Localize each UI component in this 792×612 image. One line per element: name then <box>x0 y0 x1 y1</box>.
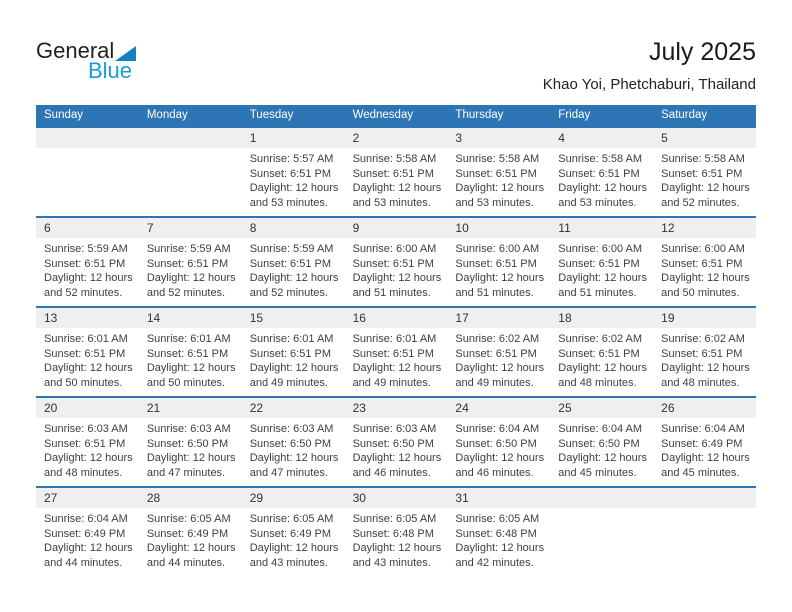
calendar-cell-day-26 <box>653 398 756 486</box>
day-number: 20 <box>36 398 139 418</box>
calendar-cell-day-31 <box>447 488 550 576</box>
calendar-cell-day-20 <box>36 398 139 486</box>
day-detail-line: Daylight: 12 hours <box>146 452 236 464</box>
day-number: 31 <box>447 488 550 508</box>
day-detail-line: and 53 minutes. <box>455 196 534 209</box>
day-number: 13 <box>36 308 139 328</box>
day-detail-line: Sunset: 6:48 PM <box>455 527 537 540</box>
day-number: 1 <box>242 128 345 148</box>
day-detail-line: Daylight: 12 hours <box>249 452 339 464</box>
day-detail-line: Sunrise: 6:02 AM <box>455 333 540 345</box>
day-detail-line: Sunrise: 6:03 AM <box>146 423 231 435</box>
day-number: 11 <box>550 218 653 238</box>
weekday-header-monday: Monday <box>146 109 188 121</box>
day-details <box>653 418 756 480</box>
calendar-cell-day-10 <box>447 218 550 306</box>
day-detail-line: Daylight: 12 hours <box>352 272 442 284</box>
day-detail-line: Sunrise: 6:05 AM <box>249 513 334 525</box>
day-details <box>447 328 550 390</box>
calendar-cell-day-24 <box>447 398 550 486</box>
day-detail-line: Sunset: 6:51 PM <box>661 167 743 180</box>
day-number: 18 <box>550 308 653 328</box>
logo-text-blue: Blue <box>88 58 133 83</box>
calendar-cell-empty <box>550 488 653 576</box>
calendar-cell-day-25 <box>550 398 653 486</box>
day-detail-line: Daylight: 12 hours <box>455 182 545 194</box>
calendar-cell-day-30 <box>345 488 448 576</box>
day-detail-line: Sunrise: 5:58 AM <box>352 153 437 165</box>
day-detail-line: Sunrise: 6:00 AM <box>661 243 745 255</box>
calendar-cell-day-13 <box>36 308 139 396</box>
day-detail-line: and 48 minutes. <box>558 376 637 389</box>
day-details <box>550 148 653 210</box>
day-detail-line: Sunset: 6:51 PM <box>44 437 126 450</box>
day-detail-line: Daylight: 12 hours <box>558 182 647 194</box>
day-details <box>139 328 242 390</box>
day-detail-line: and 50 minutes. <box>146 376 226 389</box>
day-detail-line: Daylight: 12 hours <box>558 272 647 284</box>
day-details <box>550 238 653 300</box>
day-number: 3 <box>447 128 550 148</box>
day-detail-line: and 43 minutes. <box>249 556 328 569</box>
day-detail-line: Sunrise: 6:05 AM <box>146 513 231 525</box>
calendar-cell-day-3 <box>447 128 550 216</box>
day-number: 10 <box>447 218 550 238</box>
day-number: 5 <box>653 128 756 148</box>
day-details <box>345 508 448 570</box>
day-details <box>653 238 756 300</box>
calendar-cell-day-28 <box>139 488 242 576</box>
day-detail-line: and 51 minutes. <box>558 286 637 299</box>
day-details <box>447 418 550 480</box>
day-number: 27 <box>36 488 139 508</box>
day-number <box>550 488 653 508</box>
logo-text-general: General <box>36 38 115 63</box>
day-detail-line: and 48 minutes. <box>44 466 123 479</box>
day-details <box>139 148 242 152</box>
calendar-table <box>36 105 756 576</box>
day-detail-line: Daylight: 12 hours <box>661 182 750 194</box>
day-detail-line: and 51 minutes. <box>352 286 431 299</box>
day-detail-line: Sunset: 6:51 PM <box>455 347 537 360</box>
day-number: 17 <box>447 308 550 328</box>
day-detail-line: Daylight: 12 hours <box>352 362 442 374</box>
calendar-cell-day-11 <box>550 218 653 306</box>
day-number: 30 <box>345 488 448 508</box>
day-detail-line: Daylight: 12 hours <box>249 272 339 284</box>
weekday-header-tuesday: Tuesday <box>249 109 294 121</box>
general-blue-logo <box>36 38 156 84</box>
day-details <box>550 508 653 512</box>
day-detail-line: and 43 minutes. <box>352 556 431 569</box>
day-detail-line: Sunrise: 5:58 AM <box>558 153 643 165</box>
day-detail-line: Sunrise: 6:04 AM <box>455 423 540 435</box>
day-detail-line: Sunrise: 6:00 AM <box>352 243 437 255</box>
day-number: 23 <box>345 398 448 418</box>
calendar-cell-day-1 <box>242 128 345 216</box>
day-details <box>653 328 756 390</box>
day-number: 25 <box>550 398 653 418</box>
day-detail-line: and 51 minutes. <box>455 286 534 299</box>
weekday-header-thursday: Thursday <box>455 109 504 121</box>
day-detail-line: Sunset: 6:49 PM <box>44 527 126 540</box>
calendar-cell-day-16 <box>345 308 448 396</box>
day-number: 24 <box>447 398 550 418</box>
day-detail-line: and 52 minutes. <box>249 286 328 299</box>
calendar-cell-day-14 <box>139 308 242 396</box>
calendar-cell-day-6 <box>36 218 139 306</box>
day-detail-line: Daylight: 12 hours <box>352 542 442 554</box>
day-details <box>550 418 653 480</box>
day-details <box>36 238 139 300</box>
day-detail-line: Sunrise: 6:03 AM <box>352 423 437 435</box>
day-detail-line: Sunset: 6:51 PM <box>146 257 229 270</box>
calendar-cell-day-7 <box>139 218 242 306</box>
day-detail-line: Sunset: 6:51 PM <box>661 257 743 270</box>
day-detail-line: Daylight: 12 hours <box>661 362 750 374</box>
day-number <box>36 128 139 148</box>
day-detail-line: Daylight: 12 hours <box>249 182 339 194</box>
weekday-header-wednesday: Wednesday <box>352 109 414 121</box>
day-details <box>653 148 756 210</box>
day-detail-line: Daylight: 12 hours <box>352 182 442 194</box>
day-detail-line: Sunset: 6:48 PM <box>352 527 434 540</box>
day-detail-line: Sunrise: 6:04 AM <box>44 513 128 525</box>
day-number: 21 <box>139 398 242 418</box>
day-details <box>447 238 550 300</box>
day-detail-line: Daylight: 12 hours <box>146 272 236 284</box>
day-detail-line: Sunrise: 5:59 AM <box>44 243 128 255</box>
day-detail-line: Sunrise: 5:58 AM <box>455 153 540 165</box>
day-details <box>345 148 448 210</box>
day-detail-line: Daylight: 12 hours <box>661 452 750 464</box>
calendar-cell-day-27 <box>36 488 139 576</box>
day-detail-line: Sunset: 6:51 PM <box>352 347 434 360</box>
day-number <box>139 128 242 148</box>
day-detail-line: Sunrise: 6:00 AM <box>558 243 643 255</box>
day-detail-line: and 42 minutes. <box>455 556 534 569</box>
day-detail-line: Sunrise: 6:05 AM <box>352 513 437 525</box>
calendar-cell-day-2 <box>345 128 448 216</box>
day-detail-line: Sunrise: 6:02 AM <box>661 333 745 345</box>
day-detail-line: Sunset: 6:51 PM <box>455 257 537 270</box>
day-detail-line: and 50 minutes. <box>44 376 123 389</box>
day-detail-line: and 53 minutes. <box>352 196 431 209</box>
day-detail-line: Sunset: 6:50 PM <box>146 437 229 450</box>
calendar-cell-day-8 <box>242 218 345 306</box>
day-detail-line: and 53 minutes. <box>249 196 328 209</box>
day-number: 8 <box>242 218 345 238</box>
day-detail-line: Sunrise: 6:04 AM <box>558 423 643 435</box>
day-detail-line: Sunrise: 6:01 AM <box>44 333 128 345</box>
day-number: 4 <box>550 128 653 148</box>
day-detail-line: Sunrise: 6:02 AM <box>558 333 643 345</box>
day-detail-line: and 45 minutes. <box>558 466 637 479</box>
day-detail-line: and 50 minutes. <box>661 286 740 299</box>
day-detail-line: Daylight: 12 hours <box>249 542 339 554</box>
calendar-cell-day-22 <box>242 398 345 486</box>
day-detail-line: Daylight: 12 hours <box>44 452 133 464</box>
day-details <box>139 508 242 570</box>
day-detail-line: Sunset: 6:50 PM <box>352 437 434 450</box>
day-details <box>447 148 550 210</box>
day-detail-line: Daylight: 12 hours <box>661 272 750 284</box>
weekday-header-friday: Friday <box>558 109 591 121</box>
calendar-cell-day-5 <box>653 128 756 216</box>
day-detail-line: and 46 minutes. <box>352 466 431 479</box>
day-number: 7 <box>139 218 242 238</box>
day-detail-line: Sunset: 6:51 PM <box>249 167 332 180</box>
day-number: 29 <box>242 488 345 508</box>
day-details <box>242 508 345 570</box>
day-details <box>242 238 345 300</box>
day-detail-line: and 52 minutes. <box>661 196 740 209</box>
day-detail-line: Sunrise: 5:59 AM <box>249 243 334 255</box>
day-number: 14 <box>139 308 242 328</box>
weekday-header-saturday: Saturday <box>661 109 708 121</box>
day-details <box>36 148 139 152</box>
day-detail-line: Sunset: 6:51 PM <box>558 257 640 270</box>
day-detail-line: and 52 minutes. <box>146 286 226 299</box>
day-detail-line: and 45 minutes. <box>661 466 740 479</box>
day-number: 12 <box>653 218 756 238</box>
day-detail-line: Sunrise: 5:59 AM <box>146 243 231 255</box>
location-subtitle: Khao Yoi, Phetchaburi, Thailand <box>542 76 756 93</box>
weekday-header-sunday: Sunday <box>44 109 84 121</box>
day-detail-line: Sunrise: 6:04 AM <box>661 423 745 435</box>
calendar-cell-day-15 <box>242 308 345 396</box>
day-detail-line: and 49 minutes. <box>352 376 431 389</box>
day-detail-line: Sunset: 6:49 PM <box>661 437 743 450</box>
day-detail-line: and 47 minutes. <box>249 466 328 479</box>
week-row <box>36 126 756 216</box>
day-detail-line: and 52 minutes. <box>44 286 123 299</box>
day-detail-line: Sunset: 6:51 PM <box>44 347 126 360</box>
day-detail-line: Daylight: 12 hours <box>455 272 545 284</box>
day-detail-line: Daylight: 12 hours <box>558 362 647 374</box>
calendar-cell-day-18 <box>550 308 653 396</box>
day-details <box>139 238 242 300</box>
week-row <box>36 396 756 486</box>
day-detail-line: Daylight: 12 hours <box>44 272 133 284</box>
day-detail-line: and 44 minutes. <box>44 556 123 569</box>
day-detail-line: Sunset: 6:51 PM <box>352 167 434 180</box>
day-detail-line: and 49 minutes. <box>249 376 328 389</box>
week-row <box>36 216 756 306</box>
calendar-cell-empty <box>653 488 756 576</box>
day-detail-line: Sunset: 6:49 PM <box>146 527 229 540</box>
day-detail-line: Sunset: 6:51 PM <box>558 347 640 360</box>
day-detail-line: Sunrise: 6:03 AM <box>44 423 128 435</box>
day-details <box>36 508 139 570</box>
day-details <box>550 328 653 390</box>
day-detail-line: Sunset: 6:51 PM <box>44 257 126 270</box>
day-detail-line: Daylight: 12 hours <box>455 362 545 374</box>
day-detail-line: and 49 minutes. <box>455 376 534 389</box>
day-detail-line: Sunset: 6:51 PM <box>249 257 332 270</box>
calendar-cell-day-19 <box>653 308 756 396</box>
day-detail-line: Sunset: 6:51 PM <box>558 167 640 180</box>
day-number: 2 <box>345 128 448 148</box>
calendar-cell-day-29 <box>242 488 345 576</box>
day-details <box>36 328 139 390</box>
day-detail-line: Daylight: 12 hours <box>455 452 545 464</box>
day-detail-line: Sunset: 6:51 PM <box>352 257 434 270</box>
day-detail-line: Sunrise: 6:05 AM <box>455 513 540 525</box>
day-detail-line: Sunrise: 5:57 AM <box>249 153 334 165</box>
day-detail-line: and 47 minutes. <box>146 466 226 479</box>
day-detail-line: Daylight: 12 hours <box>146 362 236 374</box>
day-detail-line: Sunrise: 6:01 AM <box>352 333 437 345</box>
calendar-cell-day-12 <box>653 218 756 306</box>
day-detail-line: Daylight: 12 hours <box>249 362 339 374</box>
day-detail-line: Sunset: 6:49 PM <box>249 527 332 540</box>
day-detail-line: Sunset: 6:51 PM <box>661 347 743 360</box>
calendar-weeks <box>36 126 756 576</box>
day-detail-line: Daylight: 12 hours <box>352 452 442 464</box>
day-detail-line: Sunset: 6:51 PM <box>455 167 537 180</box>
day-details <box>345 238 448 300</box>
day-detail-line: Daylight: 12 hours <box>558 452 647 464</box>
day-detail-line: Daylight: 12 hours <box>455 542 545 554</box>
day-detail-line: Daylight: 12 hours <box>44 362 133 374</box>
day-detail-line: Sunset: 6:50 PM <box>455 437 537 450</box>
day-detail-line: Sunset: 6:51 PM <box>146 347 229 360</box>
day-number <box>653 488 756 508</box>
day-detail-line: Sunrise: 6:00 AM <box>455 243 540 255</box>
day-detail-line: Sunset: 6:51 PM <box>249 347 332 360</box>
day-detail-line: Sunrise: 6:01 AM <box>146 333 231 345</box>
page-title: July 2025 <box>648 38 756 66</box>
day-number: 16 <box>345 308 448 328</box>
day-detail-line: Sunrise: 6:01 AM <box>249 333 334 345</box>
day-details <box>139 418 242 480</box>
day-details <box>345 328 448 390</box>
day-detail-line: Sunrise: 6:03 AM <box>249 423 334 435</box>
calendar-cell-empty <box>139 128 242 216</box>
day-detail-line: and 46 minutes. <box>455 466 534 479</box>
day-details <box>242 328 345 390</box>
day-detail-line: and 48 minutes. <box>661 376 740 389</box>
day-detail-line: Sunset: 6:50 PM <box>558 437 640 450</box>
day-number: 22 <box>242 398 345 418</box>
day-detail-line: Sunrise: 5:58 AM <box>661 153 745 165</box>
title-block <box>543 38 756 93</box>
calendar-cell-day-4 <box>550 128 653 216</box>
day-detail-line: and 53 minutes. <box>558 196 637 209</box>
day-number: 26 <box>653 398 756 418</box>
calendar-cell-day-17 <box>447 308 550 396</box>
calendar-cell-day-9 <box>345 218 448 306</box>
week-row <box>36 306 756 396</box>
day-number: 6 <box>36 218 139 238</box>
calendar-cell-day-21 <box>139 398 242 486</box>
day-number: 19 <box>653 308 756 328</box>
day-detail-line: Daylight: 12 hours <box>146 542 236 554</box>
weekday-header-row <box>36 105 756 126</box>
day-details <box>653 508 756 512</box>
day-details <box>36 418 139 480</box>
day-details <box>345 418 448 480</box>
day-number: 9 <box>345 218 448 238</box>
day-details <box>242 418 345 480</box>
calendar-cell-empty <box>36 128 139 216</box>
day-number: 28 <box>139 488 242 508</box>
day-details <box>447 508 550 570</box>
day-detail-line: and 44 minutes. <box>146 556 226 569</box>
week-row <box>36 486 756 576</box>
day-detail-line: Daylight: 12 hours <box>44 542 133 554</box>
day-number: 15 <box>242 308 345 328</box>
day-details <box>242 148 345 210</box>
day-detail-line: Sunset: 6:50 PM <box>249 437 332 450</box>
calendar-cell-day-23 <box>345 398 448 486</box>
